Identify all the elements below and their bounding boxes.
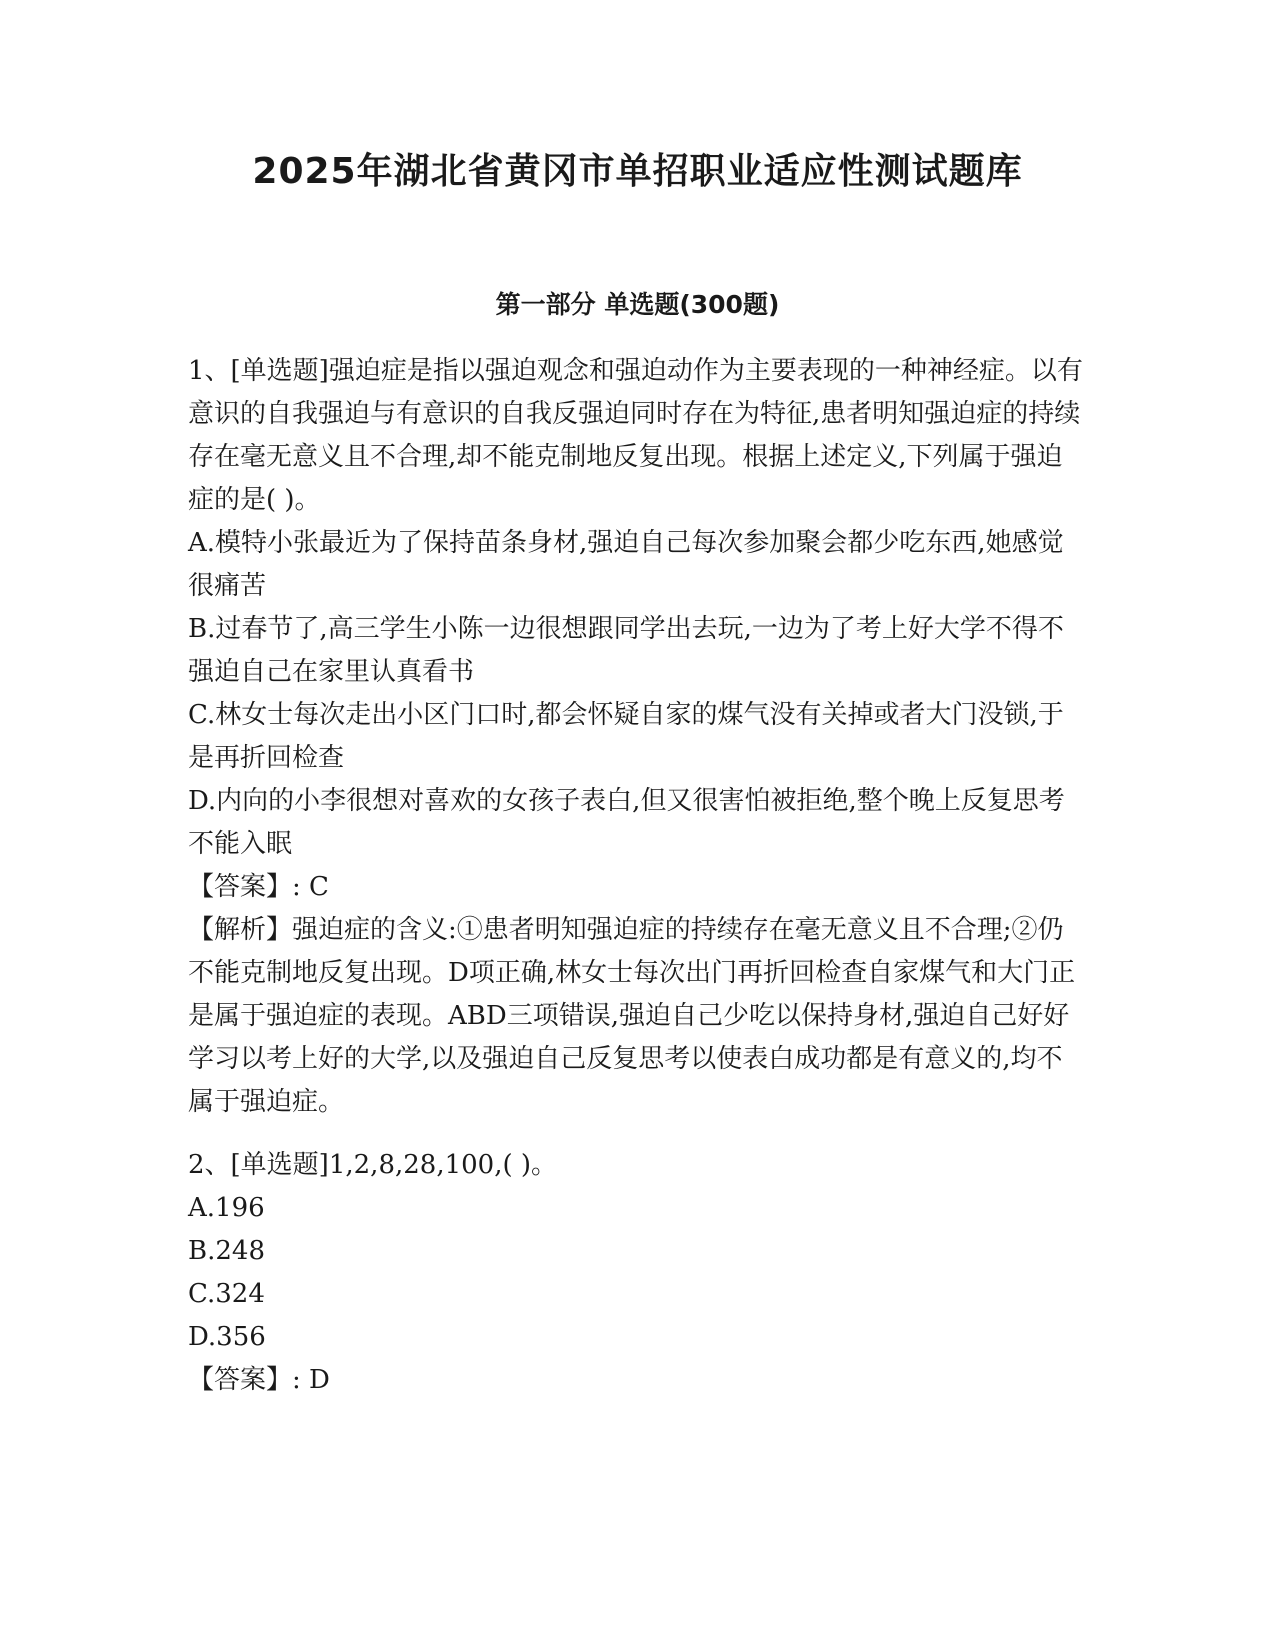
- answer-label: 【答案】: [188, 872, 293, 902]
- question-stem: 2、[单选题]1,2,8,28,100,( )。: [188, 1150, 558, 1180]
- answer-separator: :: [292, 1365, 301, 1395]
- option-a: A.模特小张最近为了保持苗条身材,强迫自己每次参加聚会都少吃东西,她感觉很痛苦: [188, 528, 1064, 601]
- analysis-line: [188, 909, 1088, 1124]
- option-b: B.248: [188, 1236, 265, 1266]
- question-2: [188, 1144, 1088, 1402]
- answer-line: [188, 866, 1088, 909]
- question-list: [188, 350, 1088, 1402]
- option-a: A.196: [188, 1193, 265, 1223]
- option-d: D.内向的小李很想对喜欢的女孩子表白,但又很害怕被拒绝,整个晚上反复思考不能入眠: [188, 786, 1065, 859]
- analysis-text: 强迫症的含义:①患者明知强迫症的持续存在毫无意义且不合理;②仍不能克制地反复出现。D项正确,林女士每次出门再折回检查自家煤气和大门正是属于强迫症的表现。ABD三项错误,强迫自己少吃以保持身材,强迫自己好好学习以考上好的大学,以及强迫自己反复思考以使表白成功都是有意义的,均不属于强迫症。: [188, 915, 1076, 1117]
- question-stem: 1、[单选题]强迫症是指以强迫观念和强迫动作为主要表现的一种神经症。以有意识的自我强迫与有意识的自我反强迫同时存在为特征,患者明知强迫症的持续存在毫无意义且不合理,却不能克制地反复出现。根据上述定义,下列属于强迫症的是( )。: [188, 356, 1083, 515]
- answer-value: D: [309, 1365, 330, 1395]
- answer-line: [188, 1359, 1088, 1402]
- answer-value: C: [309, 872, 329, 902]
- section-title: 第一部分 单选题(300题): [495, 290, 780, 319]
- option-c: C.林女士每次走出小区门口时,都会怀疑自家的煤气没有关掉或者大门没锁,于是再折回检查: [188, 700, 1064, 773]
- option-b: B.过春节了,高三学生小陈一边很想跟同学出去玩,一边为了考上好大学不得不强迫自己在家里认真看书: [188, 614, 1064, 687]
- analysis-label: 【解析】: [188, 915, 293, 945]
- document-title: 2025年湖北省黄冈市单招职业适应性测试题库: [252, 151, 1023, 192]
- answer-separator: :: [292, 872, 301, 902]
- option-c: C.324: [188, 1279, 265, 1309]
- question-1: [188, 350, 1088, 1124]
- answer-label: 【答案】: [188, 1365, 293, 1395]
- option-d: D.356: [188, 1322, 266, 1352]
